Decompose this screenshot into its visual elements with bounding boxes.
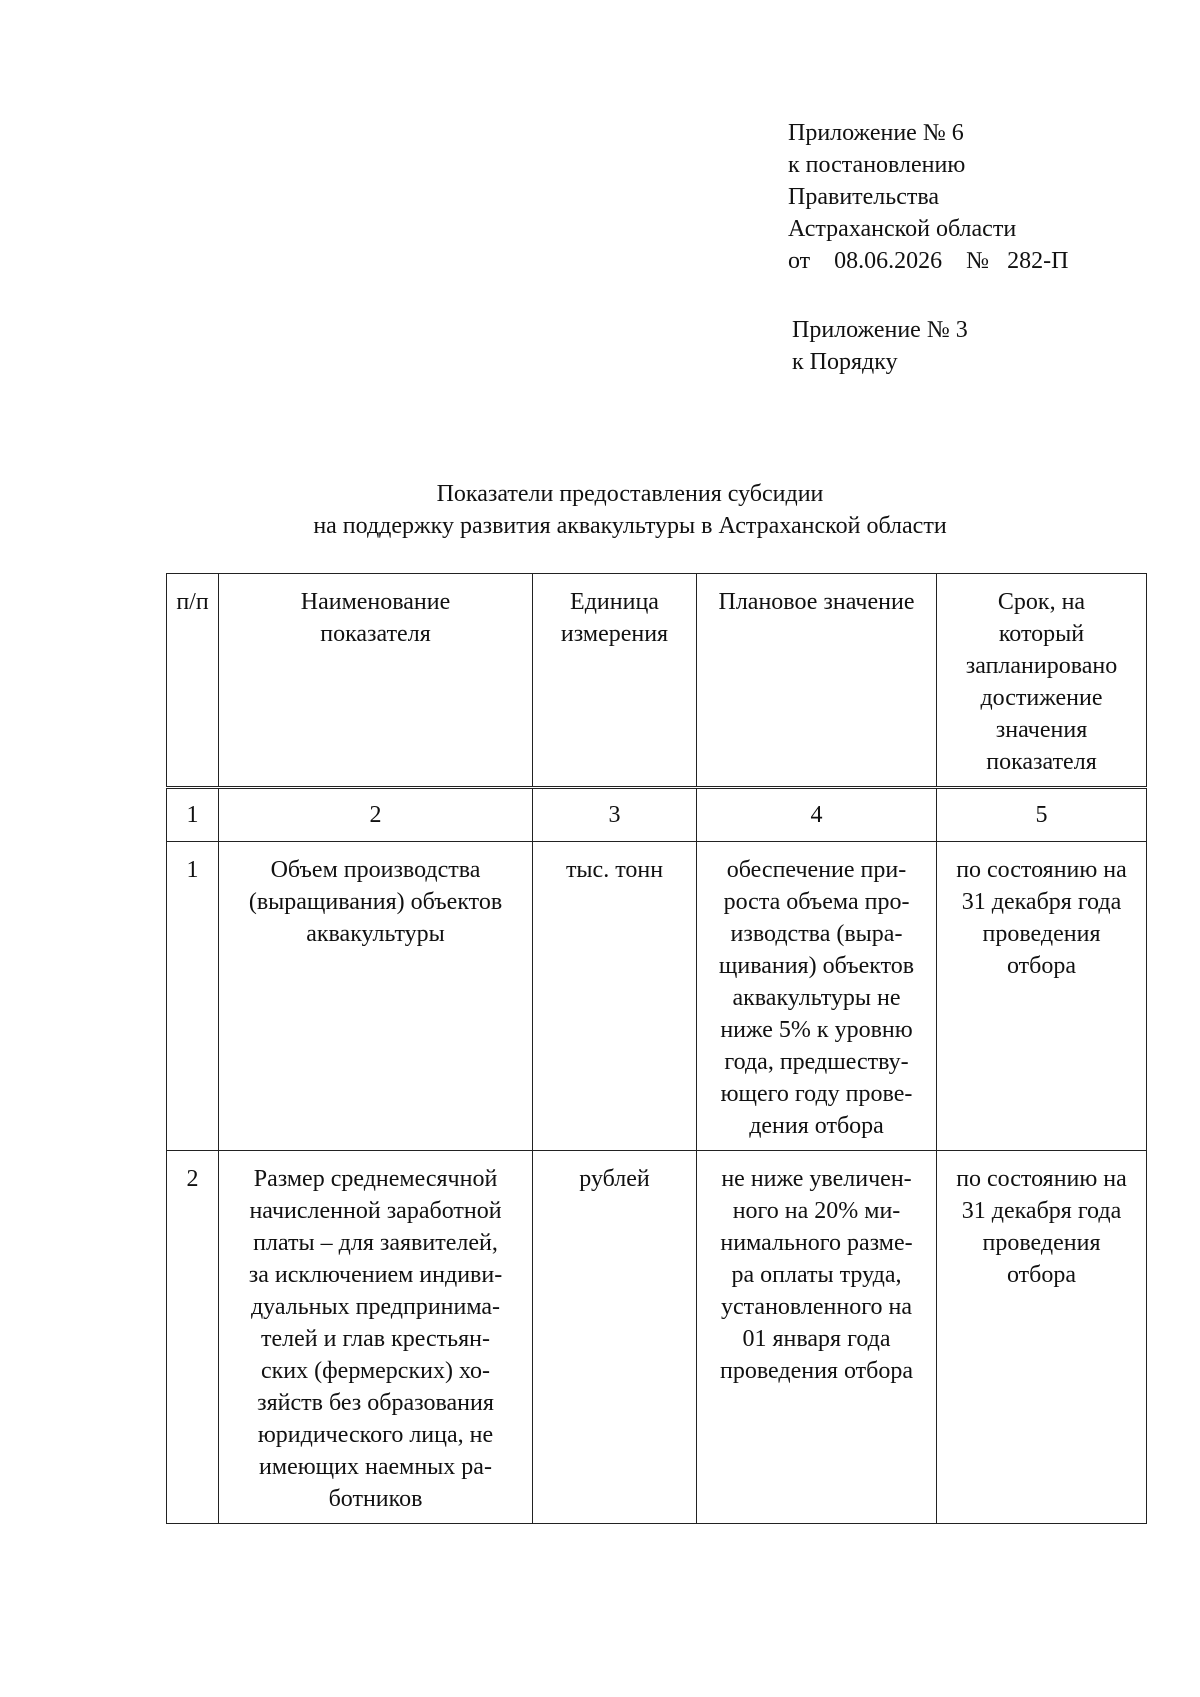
annex-6-line: от 08.06.2026 № 282-П — [788, 248, 1069, 274]
unit-of-measure — [533, 1151, 697, 1524]
cell-line: показателя — [986, 749, 1097, 775]
cell-line: обеспечение при- — [726, 857, 907, 883]
cell-line: аквакультуры — [306, 921, 445, 947]
cell-line: измерения — [560, 621, 669, 647]
annex-3-header — [792, 314, 968, 378]
cell-line: отбора — [1006, 953, 1077, 979]
table-header-row — [167, 574, 1147, 788]
cell-line: ских (фермерских) хо- — [260, 1358, 491, 1384]
planned-value — [697, 1151, 937, 1524]
cell-line: ющего году прове- — [720, 1081, 913, 1107]
planned-value — [697, 842, 937, 1151]
target-date — [937, 1151, 1147, 1524]
indicator-name — [219, 842, 533, 1151]
column-number: 5 — [937, 788, 1147, 842]
target-date — [937, 842, 1147, 1151]
cell-line: Наименование — [300, 589, 451, 615]
annex-6-line: Астраханской области — [788, 216, 1017, 242]
cell-line: рублей — [579, 1166, 650, 1192]
cell-line: щивания) объектов — [718, 953, 915, 979]
header-cell — [167, 574, 219, 788]
annex-3-line: Приложение № 3 — [792, 317, 968, 343]
cell-line: Объем производства — [270, 857, 481, 883]
indicator-name — [219, 1151, 533, 1524]
cell-line: отбора — [1006, 1262, 1077, 1288]
cell-line: Срок, на — [997, 589, 1086, 615]
header-cell — [697, 574, 937, 788]
column-number: 3 — [533, 788, 697, 842]
cell-line: 31 декабря года — [961, 889, 1122, 915]
cell-line: (выращивания) объектов — [248, 889, 503, 915]
cell-line: ботников — [328, 1486, 423, 1512]
column-number: 1 — [167, 788, 219, 842]
cell-line: значения — [995, 717, 1088, 743]
cell-line: зяйств без образования — [257, 1390, 494, 1416]
annex-6-line: Правительства — [788, 184, 940, 210]
title-line: Показатели предоставления субсидии — [436, 481, 824, 507]
cell-line: тыс. тонн — [565, 857, 664, 883]
cell-line: проведения — [982, 921, 1101, 947]
cell-line: установленного на — [720, 1294, 912, 1320]
table-row — [167, 1151, 1147, 1524]
cell-line: юридического лица, не — [257, 1422, 494, 1448]
indicators-table — [166, 573, 1147, 1524]
annex-6-header — [788, 117, 1068, 277]
annex-6-line: Приложение № 6 — [788, 120, 964, 146]
cell-line: по состоянию на — [956, 1166, 1127, 1192]
cell-line: роста объема про- — [723, 889, 910, 915]
row-number: 1 — [167, 842, 219, 1151]
cell-line: по состоянию на — [956, 857, 1127, 883]
annex-6-line: к постановлению — [788, 152, 966, 178]
cell-line: телей и глав крестьян- — [261, 1326, 490, 1352]
cell-line: проведения — [982, 1230, 1101, 1256]
header-cell — [219, 574, 533, 788]
cell-line: года, предшеству- — [724, 1049, 909, 1075]
header-cell — [937, 574, 1147, 788]
cell-line: аквакультуры не — [732, 985, 901, 1011]
cell-line: п/п — [176, 589, 209, 615]
cell-line: ниже 5% к уровню — [720, 1017, 913, 1043]
cell-line: за исключением индиви- — [248, 1262, 503, 1288]
cell-line: Размер среднемесячной — [253, 1166, 498, 1192]
column-number: 2 — [219, 788, 533, 842]
cell-line: имеющих наемных ра- — [259, 1454, 492, 1480]
cell-line: изводства (выра- — [730, 921, 903, 947]
cell-line: Единица — [570, 589, 659, 615]
cell-line: ного на 20% ми- — [732, 1198, 901, 1224]
header-cell — [533, 574, 697, 788]
annex-3-line: к Порядку — [792, 349, 898, 375]
cell-line: показателя — [320, 621, 431, 647]
cell-line: 31 декабря года — [961, 1198, 1122, 1224]
cell-line: достижение — [980, 685, 1103, 711]
cell-line: платы – для заявителей, — [253, 1230, 498, 1256]
cell-line: запланировано — [965, 653, 1118, 679]
cell-line: не ниже увеличен- — [721, 1166, 912, 1192]
title-line: на поддержку развития аквакультуры в Астраханской области — [313, 513, 947, 539]
table-row — [167, 842, 1147, 1151]
cell-line: 01 января года — [742, 1326, 891, 1352]
cell-line: нимального разме- — [720, 1230, 913, 1256]
row-number: 2 — [167, 1151, 219, 1524]
cell-line: дения отбора — [749, 1113, 884, 1139]
column-number-row — [167, 788, 1147, 842]
cell-line: дуальных предпринима- — [250, 1294, 501, 1320]
cell-line: начисленной заработной — [249, 1198, 502, 1224]
cell-line: который — [998, 621, 1085, 647]
document-title — [0, 478, 1200, 542]
cell-line: проведения отбора — [720, 1358, 913, 1384]
cell-line: Плановое значение — [718, 589, 915, 615]
column-number: 4 — [697, 788, 937, 842]
cell-line: ра оплаты труда, — [731, 1262, 902, 1288]
unit-of-measure — [533, 842, 697, 1151]
